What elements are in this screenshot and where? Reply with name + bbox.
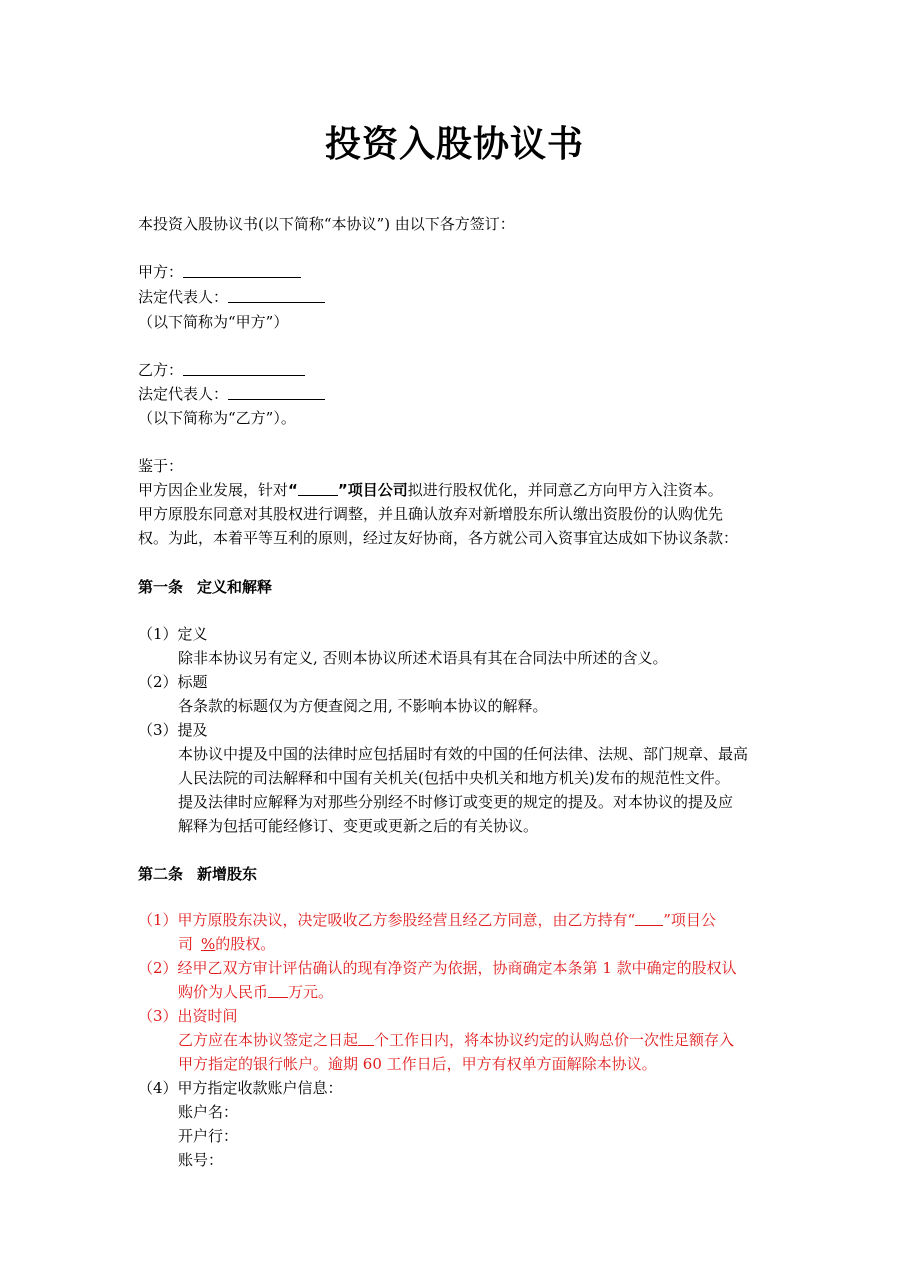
item-number: （4） [138, 1079, 178, 1097]
recital-company: 项目公司 [347, 481, 408, 499]
article-1-item-2-text: 各条款的标题仅为方便查阅之用, 不影响本协议的解释。 [178, 697, 548, 715]
article-2-number: 第二条 [138, 865, 184, 883]
party-b-rep-line [138, 384, 325, 404]
recital-label: 鉴于： [138, 457, 184, 475]
item-label: 定义 [177, 625, 208, 643]
article-1-item-2 [138, 672, 208, 692]
item-3-label: 出资时间 [177, 1007, 238, 1025]
article-2-item-3 [138, 1006, 238, 1026]
item-2-text: 经甲乙双方审计评估确认的现有净资产为依据，协商确定本条第 1 款中确定的股权认 [177, 959, 737, 977]
share-percentage: % [201, 935, 216, 953]
workday-blank [358, 1030, 374, 1046]
item-number: （2） [138, 959, 178, 977]
party-a-rep-blank [228, 287, 325, 303]
article-1-heading [138, 577, 272, 597]
party-b-blank [183, 360, 305, 376]
item-label: 标题 [177, 673, 208, 691]
article-1-item-3-text-2: 人民法院的司法解释和中国有关机关(包括中央机关和地方机关)发布的规范性文件。 [178, 769, 730, 787]
article-1-item-1 [138, 624, 208, 644]
party-a-line [138, 262, 301, 282]
party-a-alias: （以下简称为“甲方”） [138, 313, 289, 331]
price-blank [268, 982, 288, 998]
recital-project-blank [298, 480, 338, 496]
party-b-rep-label: 法定代表人： [138, 385, 229, 403]
item-number: （1） [138, 911, 178, 929]
item-3-line-1-post: 个工作日内，将本协议约定的认购总价一次性足额存入 [374, 1031, 735, 1049]
article-1-title: 定义和解释 [197, 578, 273, 596]
item-number: （1） [138, 625, 178, 643]
article-2-item-3-line-2: 甲方指定的银行帐户。逾期 60 工作日后，甲方有权单方面解除本协议。 [178, 1055, 657, 1073]
item-number: （3） [138, 721, 178, 739]
party-a-rep-label: 法定代表人： [138, 288, 229, 306]
item-1-text-post: ”项目公 [663, 911, 716, 929]
article-1-item-3-text-3: 提及法律时应解释为对那些分别经不时修订或变更的规定的提及。对本协议的提及应 [178, 793, 734, 811]
article-1-number: 第一条 [138, 578, 184, 596]
article-2-item-3-line-1 [178, 1030, 734, 1050]
project-name-blank [635, 910, 663, 926]
article-2-item-2-line-1 [138, 958, 737, 978]
recital-quote-open: “ [288, 481, 298, 499]
account-number-label: 账号： [178, 1151, 224, 1169]
recital-quote-close: ” [337, 481, 348, 499]
item-number: （2） [138, 673, 178, 691]
account-name-label: 账户名： [178, 1103, 239, 1121]
party-a-rep-line [138, 287, 325, 307]
article-1-item-3-text-1: 本协议中提及中国的法律时应包括届时有效的中国的任何法律、法规、部门规章、最高 [178, 745, 749, 763]
item-1-line-2-pre: 司 [178, 935, 194, 953]
article-1-item-1-text: 除非本协议另有定义, 否则本协议所述术语具有其在合同法中所述的含义。 [178, 649, 668, 667]
recital-line-2: 甲方原股东同意对其股权进行调整，并且确认放弃对新增股东所认缴出资股份的认购优先 [138, 505, 724, 523]
item-2-line-2-post: 万元。 [288, 983, 334, 1001]
article-2-item-4 [138, 1078, 343, 1098]
article-1-item-3 [138, 720, 208, 740]
article-2-heading [138, 864, 257, 884]
recital-line-3: 权。为此，本着平等互利的原则，经过友好协商，各方就公司入资事宜达成如下协议条款： [138, 529, 739, 547]
article-2-item-1-line-2 [178, 934, 275, 954]
intro-text: 本投资入股协议书(以下简称“本协议”) 由以下各方签订： [138, 215, 515, 233]
bank-name-label: 开户行： [178, 1127, 239, 1145]
article-1-item-3-text-4: 解释为包括可能经修订、变更或更新之后的有关协议。 [178, 817, 539, 835]
party-b-label: 乙方： [138, 361, 184, 379]
recital-line-1-post: 拟进行股权优化，并同意乙方向甲方入注资本。 [407, 481, 723, 499]
item-1-line-2-post: 的股权。 [215, 935, 276, 953]
item-number: （3） [138, 1007, 178, 1025]
party-a-blank [183, 262, 301, 278]
item-4-label: 甲方指定收款账户信息： [177, 1079, 343, 1097]
recital-line-1-pre: 甲方因企业发展，针对 [138, 481, 289, 499]
article-2-title: 新增股东 [197, 865, 258, 883]
party-b-rep-blank [228, 384, 325, 400]
item-1-text-pre: 甲方原股东决议，决定吸收乙方参股经营且经乙方同意，由乙方持有“ [177, 911, 636, 929]
item-2-line-2-pre: 购价为人民币 [178, 983, 269, 1001]
party-a-label: 甲方： [138, 263, 184, 281]
party-b-line [138, 360, 305, 380]
article-2-item-1-line-1 [138, 910, 716, 930]
recital-line-1 [138, 480, 723, 500]
item-label: 提及 [177, 721, 208, 739]
party-b-alias: （以下简称为“乙方”）。 [138, 409, 296, 427]
article-2-item-2-line-2 [178, 982, 333, 1002]
item-3-line-1-pre: 乙方应在本协议签定之日起 [178, 1031, 359, 1049]
document-title: 投资入股协议书 [324, 124, 584, 165]
